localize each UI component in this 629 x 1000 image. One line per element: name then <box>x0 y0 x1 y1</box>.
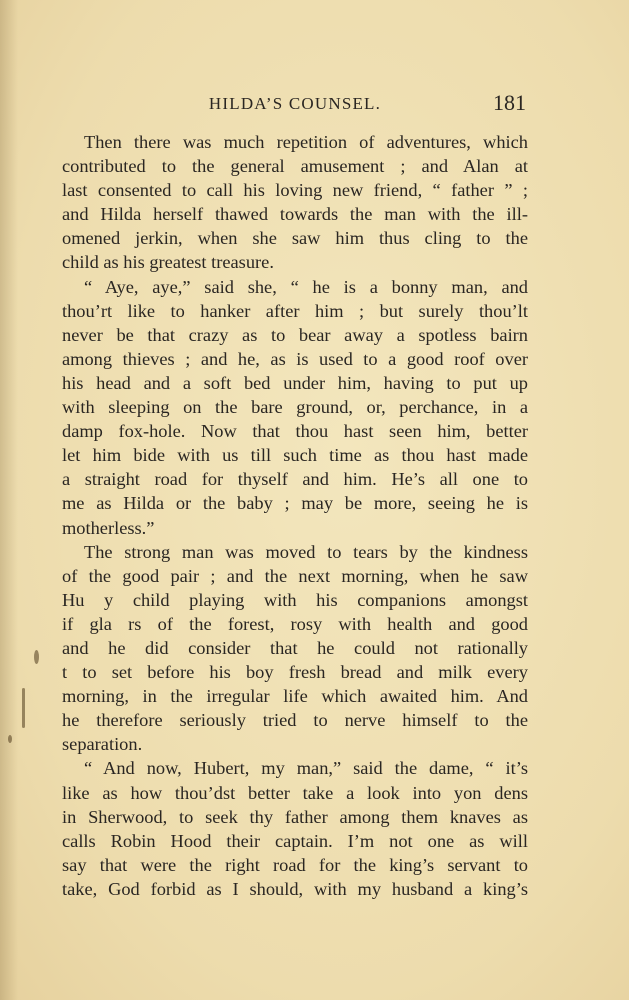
text-line: and Hilda herself thawed towards the man with the ill- <box>62 204 528 225</box>
text-line: last consented to call his loving new friend, “ father ” ; <box>62 180 528 201</box>
gutter-shadow <box>0 0 18 1000</box>
text-line: damp fox-hole. Now that thou hast seen him, better <box>62 421 528 442</box>
text-line: calls Robin Hood their captain. I’m not one as will <box>62 830 528 851</box>
text-line: with sleeping on the bare ground, or, perchance, in a <box>62 397 528 418</box>
text-line: never be that crazy as to bear away a spotless bairn <box>62 324 528 345</box>
running-head <box>62 90 528 118</box>
text-line: contributed to the general amusement ; and Alan at <box>62 156 528 177</box>
text-line: say that were the right road for the king’s servant to <box>62 854 528 875</box>
text-line: “ Aye, aye,” said she, “ he is a bonny man, and <box>84 276 528 297</box>
text-line: and he did consider that he could not rationally <box>62 637 528 658</box>
text-line: “ And now, Hubert, my man,” said the dame, “ it’s <box>84 758 528 779</box>
text-line: he therefore seriously tried to nerve himself to the <box>62 710 528 731</box>
text-line: of the good pair ; and the next morning, when he saw <box>62 565 528 586</box>
text-line: a straight road for thyself and him. He’s all one to <box>62 469 528 490</box>
text-line: morning, in the irregular life which awaited him. And <box>62 686 528 707</box>
margin-ink-mark <box>22 688 25 728</box>
text-line: his head and a soft bed under him, having to put up <box>62 372 528 393</box>
text-line: me as Hilda or the baby ; may be more, seeing he is <box>62 493 528 514</box>
text-line: if gla rs of the forest, rosy with health and good <box>62 613 528 634</box>
text-line: take, God forbid as I should, with my husband a king’s <box>62 878 528 899</box>
margin-ink-mark <box>8 735 12 743</box>
text-line: thou’rt like to hanker after him ; but surely thou’lt <box>62 300 528 321</box>
text-line: let him bide with us till such time as thou hast made <box>62 445 528 466</box>
text-line: Hu y child playing with his companions amongst <box>62 589 528 610</box>
text-line: separation. <box>62 734 143 755</box>
text-line: t to set before his boy fresh bread and milk every <box>62 662 528 683</box>
text-line: child as his greatest treasure. <box>62 252 274 273</box>
margin-ink-mark <box>34 650 39 664</box>
text-line: motherless.” <box>62 517 155 538</box>
text-line: like as how thou’dst better take a look into yon dens <box>62 782 528 803</box>
text-line: Then there was much repetition of adventures, which <box>84 132 528 152</box>
text-line: among thieves ; and he, as is used to a good roof over <box>62 348 528 369</box>
body-text <box>62 130 528 901</box>
text-line: The strong man was moved to tears by the kindness <box>84 541 528 562</box>
running-title: HILDA’S COUNSEL. <box>208 94 382 113</box>
text-line: in Sherwood, to seek thy father among them knaves as <box>62 806 528 827</box>
text-line: omened jerkin, when she saw him thus cling to the <box>62 228 528 249</box>
page-number: 181 <box>493 90 526 115</box>
